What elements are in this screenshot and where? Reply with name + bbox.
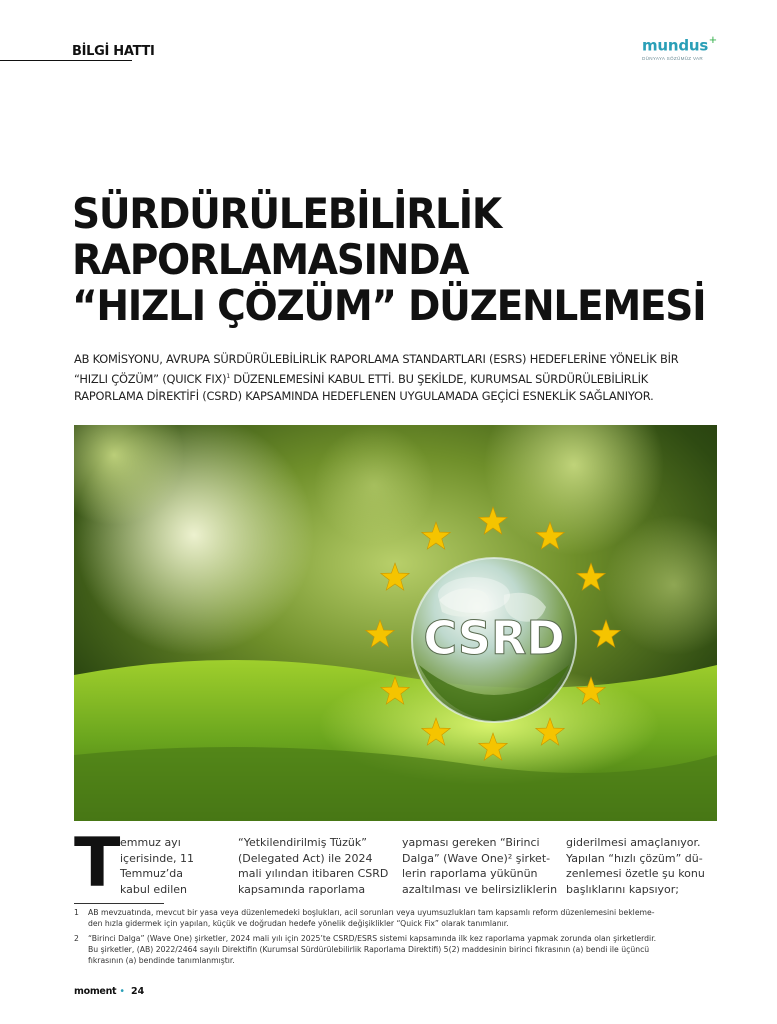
- article-body: [74, 824, 724, 903]
- article-lede: [74, 351, 714, 405]
- logo-plus: +: [709, 32, 717, 47]
- body-line: emmuz ayı: [120, 836, 181, 849]
- footnote-ref: 1: [226, 373, 230, 380]
- article-title: [72, 191, 705, 329]
- footnote: [74, 933, 724, 966]
- footnotes: [74, 907, 724, 970]
- body-line: azaltılması ve belirsizliklerin: [402, 882, 558, 896]
- csrd-label: CSRD: [423, 611, 565, 665]
- magazine-brand: moment: [74, 986, 117, 997]
- hero-image: [74, 425, 717, 821]
- article-title-line: SÜRDÜRÜLEBİLİRLİK: [72, 189, 501, 238]
- body-column-3: [402, 835, 557, 897]
- body-line: başlıklarını kapsıyor;: [566, 882, 679, 896]
- body-line: Yapılan “hızlı çözüm” dü-: [566, 851, 703, 865]
- body-line: lerin raporlama yükünün: [402, 867, 538, 880]
- lede-text: AB KOMİSYONU, AVRUPA SÜRDÜRÜLEBİLİRLİK RAPORLAMA STANDARTLARI (ESRS) HEDEFLERİNE YÖNELİK BİR “HIZLI ÇÖZÜM” (QUICK FIX): [74, 352, 679, 386]
- page-folio: [74, 986, 144, 997]
- body-line: mali yılından itibaren CSRD: [238, 867, 389, 880]
- footnote-number: 1: [74, 908, 79, 917]
- footnote-divider: [74, 903, 164, 904]
- folio-separator: •: [119, 986, 125, 997]
- body-line: yapması gereken “Birinci: [402, 836, 540, 849]
- section-label: BİLGİ HATTI: [72, 44, 155, 59]
- logo-tagline: DÜNYAYA SÖZÜMÜZ VAR: [642, 56, 703, 62]
- csrd-globe-illustration: [74, 425, 717, 821]
- footnote-line: fıkrasının (a) bendinde tanımlanmıştır.: [88, 956, 235, 965]
- body-line: zenlemesi özetle şu konu: [566, 867, 705, 880]
- footnote: [74, 907, 724, 929]
- body-column-4: [566, 835, 705, 897]
- section-divider: [0, 60, 132, 61]
- body-line: Dalga” (Wave One)² şirket-: [402, 851, 551, 865]
- page-number: 24: [130, 986, 145, 997]
- body-line: Temmuz’da: [120, 867, 184, 880]
- footnote-number: 2: [74, 934, 79, 943]
- article-title-line: RAPORLAMASINDA: [72, 235, 469, 284]
- body-line: içerisinde, 11: [120, 851, 194, 865]
- body-line: kabul edilen: [120, 882, 188, 896]
- lede-text: DÜZENLEMESİNİ KABUL ETTİ. BU ŞEKİLDE, KURUMSAL SÜRDÜRÜLEBİLİRLİK RAPORLAMA DİREKTİFİ (CSRD) KAPSAMINDA HEDEFLENEN UYGULAMADA GEÇİCİ ESNEKLİK SAĞLANIYOR.: [74, 371, 654, 403]
- mundus-logo: [642, 32, 722, 62]
- article-title-line: “HIZLI ÇÖZÜM” DÜZENLEMESİ: [72, 281, 706, 330]
- logo-brand: mundus: [642, 36, 709, 55]
- footnote-line: AB mevzuatında, mevcut bir yasa veya düzenlemedeki boşlukları, acil sorunları veya uyumsuzlukları tam kapsamlı reform düzenlemesini bekleme-: [88, 908, 655, 917]
- footnote-line: “Birinci Dalga” (Wave One) şirketler, 2024 mali yılı için 2025’te CSRD/ESRS sistemi kapsamında ilk kez raporlama yapmak zorunda olan şirketlerdir.: [88, 934, 657, 943]
- body-line: giderilmesi amaçlanıyor.: [566, 836, 701, 849]
- body-line: kapsamında raporlama: [238, 882, 366, 896]
- body-column-1: [120, 835, 194, 897]
- footnote-line: Bu şirketler, (AB) 2022/2464 sayılı Direktifin (Kurumsal Sürdürülebilirlik Raporlama Direktifi) 5(2) maddesinin birinci fıkrasının (a) bendi ile üçüncü: [88, 945, 650, 954]
- drop-cap: T: [74, 824, 121, 903]
- body-column-2: [238, 835, 388, 897]
- footnote-line: den hızla gidermek için yapılan, küçük ve doğrudan hedefe yönelik değişiklikler “Quick Fix” olarak tanımlanır.: [88, 919, 509, 928]
- body-line: “Yetkilendirilmiş Tüzük”: [238, 836, 367, 849]
- body-line: (Delegated Act) ile 2024: [238, 851, 373, 865]
